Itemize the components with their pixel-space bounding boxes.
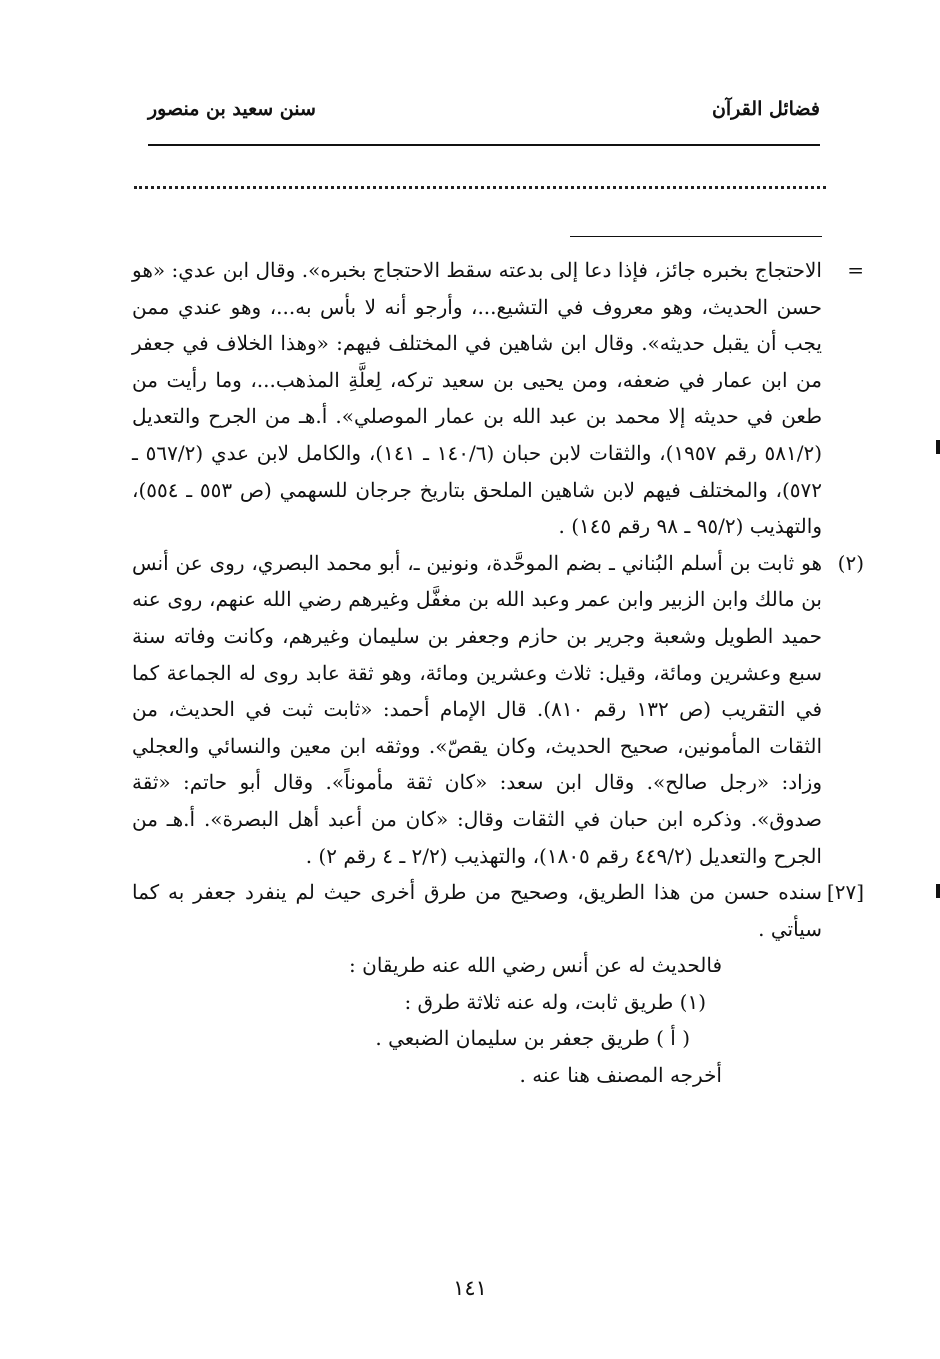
route-1: (١) طريق ثابت، وله عنه ثلاثة طرق : [404,989,706,1014]
scan-edge-mark [936,440,940,454]
continuation-text: الاحتجاج بخبره جائز، فإذا دعا إلى بدعته سقط الاحتجاج بخبره». وقال ابن عدي: «هو حسن الحديث، وهو معروف في التشيع...، وأرجو أنه لا بأس به...، وهو عندي ممن يجب أن يقبل حديثه». وقال ابن شاهين في المختلف فيهم: «وهذا الخلاف في جعفر من ابن عمار في ضعفه، ومن يحيى بن سعيد تركه، لِعلَّةِ المذهب...، وما رأيت من طعن في حديثه إلا محمد بن عبد الله بن عمار الموصلي». أ.هـ من الجرح والتعديل (٥٨١/٢ رقم ١٩٥٧)، والثقات لابن حبان (١٤٠/٦ ـ ١٤١)، والكامل لابن عدي (٥٦٧/٢ ـ ٥٧٢)، والمختلف فيهم لابن شاهين الملحق بتاريخ جرجان للسهمي (ص ٥٥٣ ـ ٥٥٤)، والتهذيب (٩٥/٢ ـ ٩٨ رقم ١٤٥) . [132,258,823,539]
footnote-continuation [132,252,864,545]
footnote-rule [570,236,822,237]
footnote-2-marker: (٢) [837,550,864,575]
route-1a-source: أخرجه المصنف هنا عنه . [519,1063,722,1088]
footnotes-body [132,252,864,1094]
header-rule [148,144,820,146]
scan-edge-mark [936,884,940,898]
routes-intro: فالحديث له عن أنس رضي الله عنه طريقان : [349,953,722,978]
header-book-title: سنن سعيد بن منصور [148,98,316,120]
hadith-27-commentary [132,874,864,947]
route-1a: ( أ ) طريق جعفر بن سليمان الضبعي . [375,1026,690,1051]
footnote-2 [132,545,864,874]
dotted-separator [134,186,826,189]
hadith-27-marker: [٢٧] [826,880,864,905]
page-number: ١٤١ [453,1276,487,1300]
hadith-27-text: سنده حسن من هذا الطريق، وصحيح من طرق أخرى حيث لم ينفرد جعفر به كما سيأتي . [132,880,822,941]
header-section-title: فضائل القرآن [711,98,820,120]
footnote-2-text: هو ثابت بن أسلم البُناني ـ بضم الموحَّدة، ونونين ـ، أبو محمد البصري، روى عن أنس بن مالك وابن الزبير وابن عمر وعبد الله بن مغفَّل وغيرهم رضي الله عنهم، روى عنه حميد الطويل وشعبة وجرير بن حازم وجعفر بن سليمان وغيرهم، وكانت وفاته سنة سبع وعشرين ومائة، وقيل: ثلاث وعشرين ومائة، وهو ثقة عابد روى له الجماعة كما في التقريب (ص ١٣٢ رقم ٨١٠). قال الإمام أحمد: «ثابت ثبت في الحديث، من الثقات المأمونين، صحيح الحديث، وكان يقصّ». ووثقه ابن معين والنسائي والعجلي وزاد: «رجل صالح». وقال ابن سعد: «كان ثقة مأموناً». وقال أبو حاتم: «ثقة صدوق». وذكره ابن حبان في الثقات وقال: «كان من أعبد أهل البصرة». أ.هـ من الجرح والتعديل (٤٤٩/٢ رقم ١٨٠٥)، والتهذيب (٢/٢ ـ ٤ رقم ٢) . [132,550,823,868]
continuation-marker: = [847,258,864,282]
